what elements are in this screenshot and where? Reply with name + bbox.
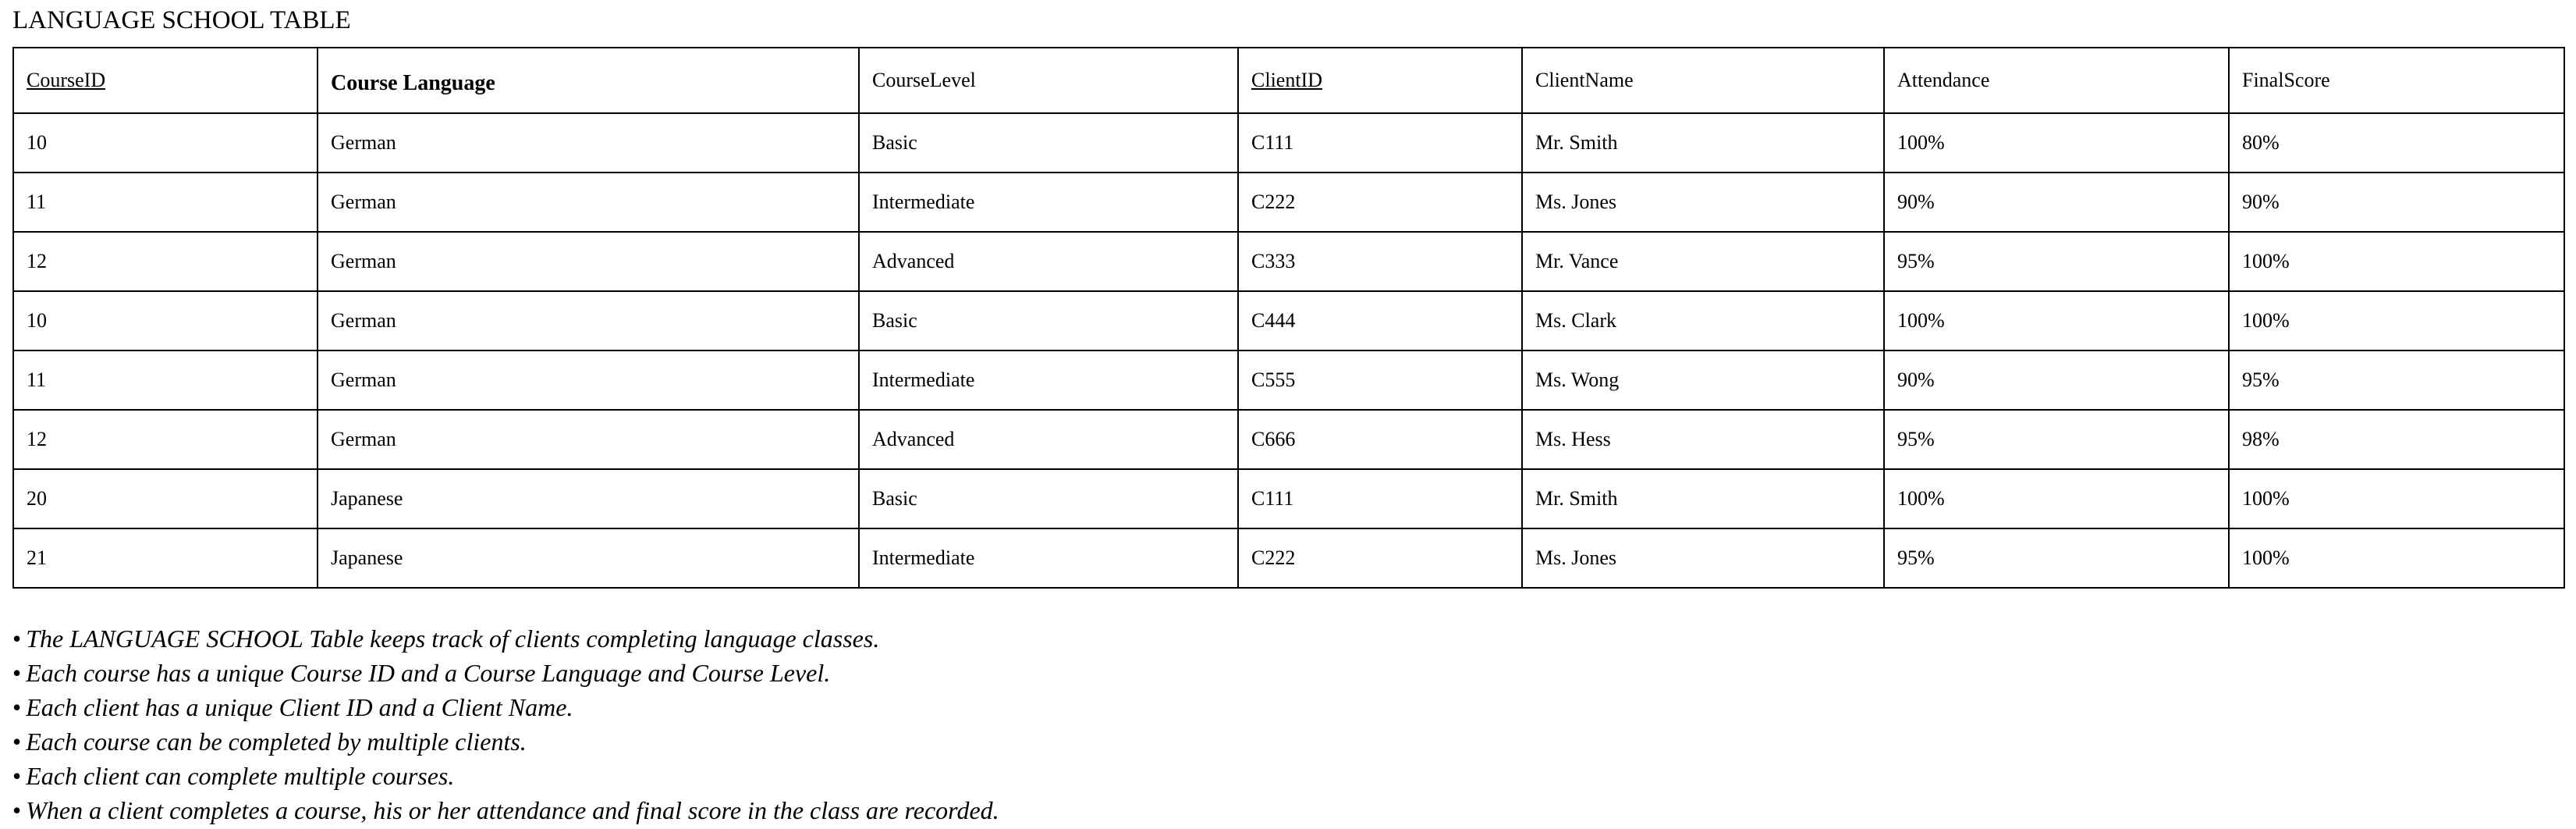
- list-item: [12, 690, 999, 724]
- cell-course-id: 12: [13, 410, 318, 469]
- cell-final-score: 98%: [2229, 410, 2564, 469]
- header-row: [13, 48, 2564, 113]
- header-attendance: Attendance: [1884, 48, 2229, 113]
- cell-course-language: Japanese: [318, 528, 859, 588]
- list-item: [12, 621, 999, 656]
- bullet-icon: •: [12, 693, 22, 721]
- cell-course-level: Intermediate: [859, 528, 1238, 588]
- cell-client-name: Ms. Jones: [1522, 528, 1884, 588]
- cell-attendance: 95%: [1884, 410, 2229, 469]
- cell-course-level: Advanced: [859, 410, 1238, 469]
- cell-course-language: German: [318, 350, 859, 410]
- table-row: [13, 173, 2564, 232]
- cell-course-level: Basic: [859, 469, 1238, 528]
- cell-attendance: 100%: [1884, 113, 2229, 173]
- cell-client-name: Ms. Clark: [1522, 291, 1884, 350]
- language-school-table: [12, 47, 2565, 589]
- cell-final-score: 100%: [2229, 528, 2564, 588]
- cell-client-id: C555: [1238, 350, 1522, 410]
- cell-final-score: 95%: [2229, 350, 2564, 410]
- note-text: Each course can be completed by multiple clients.: [26, 728, 527, 756]
- cell-final-score: 100%: [2229, 469, 2564, 528]
- list-item: [12, 759, 999, 793]
- header-course-language: Course Language: [318, 48, 859, 113]
- cell-client-id: C222: [1238, 528, 1522, 588]
- cell-course-language: German: [318, 410, 859, 469]
- cell-course-id: 10: [13, 113, 318, 173]
- cell-final-score: 100%: [2229, 291, 2564, 350]
- cell-client-name: Ms. Jones: [1522, 173, 1884, 232]
- page-title: LANGUAGE SCHOOL TABLE: [12, 6, 351, 34]
- note-text: Each client can complete multiple courses.: [26, 762, 455, 790]
- cell-course-id: 20: [13, 469, 318, 528]
- header-final-score: FinalScore: [2229, 48, 2564, 113]
- list-item: [12, 656, 999, 690]
- header-course-id: CourseID: [13, 48, 318, 113]
- cell-final-score: 80%: [2229, 113, 2564, 173]
- list-item: [12, 724, 999, 759]
- bullet-icon: •: [12, 762, 22, 790]
- cell-course-level: Intermediate: [859, 173, 1238, 232]
- bullet-icon: •: [12, 728, 22, 756]
- cell-final-score: 100%: [2229, 232, 2564, 291]
- cell-course-language: German: [318, 173, 859, 232]
- cell-course-id: 11: [13, 350, 318, 410]
- cell-client-id: C333: [1238, 232, 1522, 291]
- cell-course-level: Intermediate: [859, 350, 1238, 410]
- cell-client-name: Mr. Smith: [1522, 469, 1884, 528]
- cell-attendance: 90%: [1884, 173, 2229, 232]
- table-row: [13, 469, 2564, 528]
- note-text: Each client has a unique Client ID and a Client Name.: [26, 693, 573, 721]
- table-row: [13, 528, 2564, 588]
- note-text: The LANGUAGE SCHOOL Table keeps track of clients completing language classes.: [26, 624, 880, 653]
- notes-list: [12, 621, 999, 827]
- bullet-icon: •: [12, 796, 22, 824]
- cell-course-id: 21: [13, 528, 318, 588]
- cell-course-language: German: [318, 291, 859, 350]
- cell-course-language: German: [318, 232, 859, 291]
- bullet-icon: •: [12, 659, 22, 687]
- cell-client-name: Mr. Vance: [1522, 232, 1884, 291]
- cell-course-id: 12: [13, 232, 318, 291]
- cell-client-id: C222: [1238, 173, 1522, 232]
- table-row: [13, 350, 2564, 410]
- note-text: When a client completes a course, his or her attendance and final score in the class are recorded.: [26, 796, 999, 824]
- table-row: [13, 113, 2564, 173]
- cell-course-id: 11: [13, 173, 318, 232]
- cell-client-id: C111: [1238, 113, 1522, 173]
- cell-client-id: C666: [1238, 410, 1522, 469]
- table-row: [13, 232, 2564, 291]
- table-row: [13, 410, 2564, 469]
- cell-course-language: German: [318, 113, 859, 173]
- cell-final-score: 90%: [2229, 173, 2564, 232]
- header-course-level: CourseLevel: [859, 48, 1238, 113]
- note-text: Each course has a unique Course ID and a Course Language and Course Level.: [26, 659, 831, 687]
- cell-attendance: 95%: [1884, 528, 2229, 588]
- cell-client-name: Ms. Hess: [1522, 410, 1884, 469]
- cell-attendance: 100%: [1884, 469, 2229, 528]
- cell-course-level: Basic: [859, 291, 1238, 350]
- cell-attendance: 100%: [1884, 291, 2229, 350]
- bullet-icon: •: [12, 624, 22, 653]
- cell-client-id: C444: [1238, 291, 1522, 350]
- cell-attendance: 95%: [1884, 232, 2229, 291]
- list-item: [12, 793, 999, 827]
- header-client-name: ClientName: [1522, 48, 1884, 113]
- cell-client-name: Ms. Wong: [1522, 350, 1884, 410]
- cell-attendance: 90%: [1884, 350, 2229, 410]
- cell-client-id: C111: [1238, 469, 1522, 528]
- cell-client-name: Mr. Smith: [1522, 113, 1884, 173]
- table-row: [13, 291, 2564, 350]
- cell-course-level: Advanced: [859, 232, 1238, 291]
- cell-course-language: Japanese: [318, 469, 859, 528]
- cell-course-level: Basic: [859, 113, 1238, 173]
- header-client-id: ClientID: [1238, 48, 1522, 113]
- cell-course-id: 10: [13, 291, 318, 350]
